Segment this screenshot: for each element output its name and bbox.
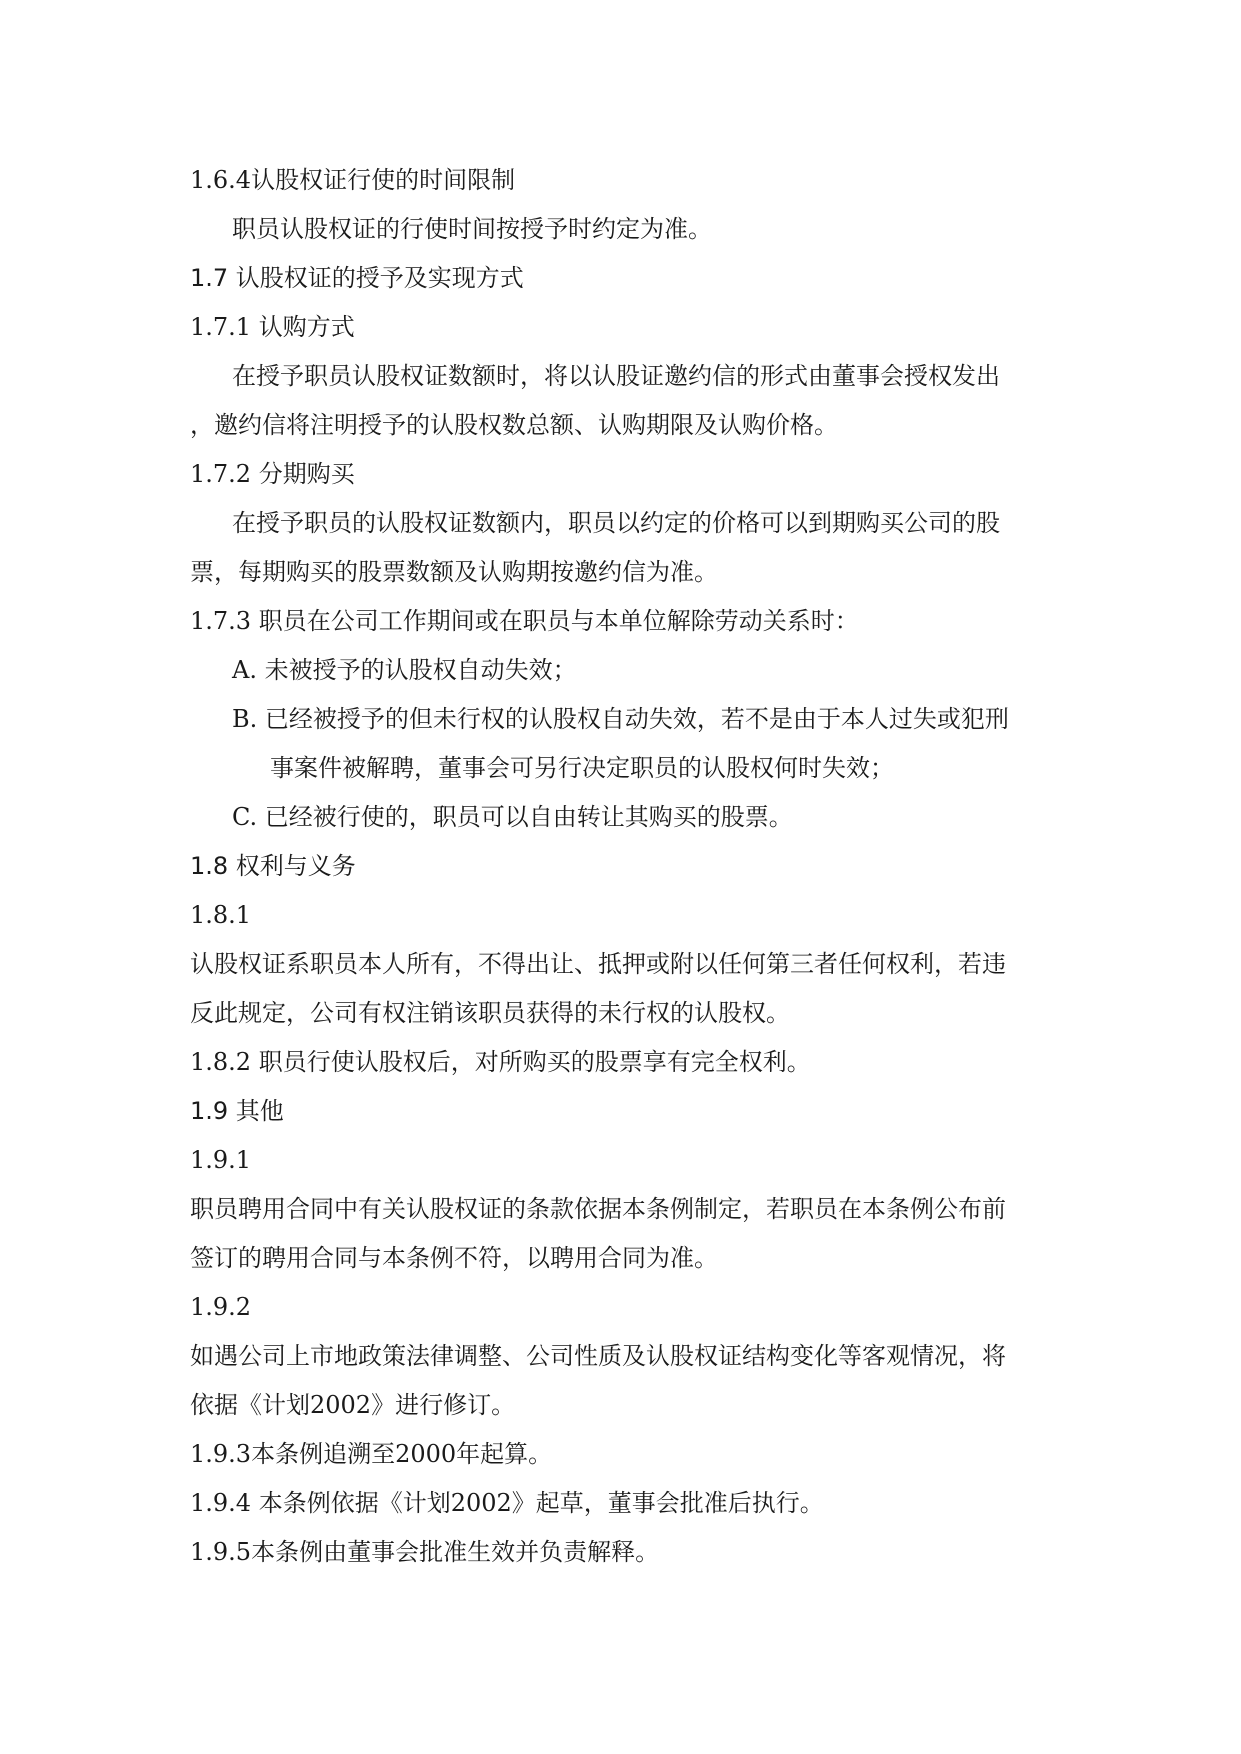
section-1-9-3: 1.9.3本条例追溯至2000年起算。 xyxy=(190,1440,553,1468)
section-1-8-1-body-line-2: 反此规定，公司有权注销该职员获得的未行权的认股权。 xyxy=(190,999,790,1027)
section-1-9-2-body-line-2: 依据《计划2002》进行修订。 xyxy=(190,1391,516,1419)
section-1-7-3-item-a: A. 未被授予的认股权自动失效； xyxy=(232,656,577,684)
section-1-7-1-body-line-2: ，邀约信将注明授予的认股权数总额、认购期限及认购价格。 xyxy=(190,411,838,439)
section-1-6-4-body: 职员认股权证的行使时间按授予时约定为准。 xyxy=(232,215,712,243)
section-1-7-1-title: 1.7.1 认购方式 xyxy=(190,313,355,341)
section-1-8-title: 1.8 权利与义务 xyxy=(190,852,356,880)
section-1-9-5: 1.9.5本条例由董事会批准生效并负责解释。 xyxy=(190,1538,660,1566)
section-1-9-2-title: 1.9.2 xyxy=(190,1293,252,1321)
section-1-8-2: 1.8.2 职员行使认股权后，对所购买的股票享有完全权利。 xyxy=(190,1048,811,1076)
section-1-9-title: 1.9 其他 xyxy=(190,1097,284,1125)
section-1-7-2-title: 1.7.2 分期购买 xyxy=(190,460,355,488)
document-body xyxy=(190,156,1060,1577)
section-1-7-3-title: 1.7.3 职员在公司工作期间或在职员与本单位解除劳动关系时： xyxy=(190,607,859,635)
section-1-7-2-body-line-2: 票，每期购买的股票数额及认购期按邀约信为准。 xyxy=(190,558,718,586)
section-1-7-3-item-c: C. 已经被行使的，职员可以自由转让其购买的股票。 xyxy=(232,803,793,831)
section-1-7-title: 1.7 认股权证的授予及实现方式 xyxy=(190,264,524,292)
section-1-7-1-body-line-1: 在授予职员认股权证数额时，将以认股证邀约信的形式由董事会授权发出 xyxy=(232,362,1000,390)
section-1-9-4: 1.9.4 本条例依据《计划2002》起草，董事会批准后执行。 xyxy=(190,1489,824,1517)
section-1-9-1-body-line-1: 职员聘用合同中有关认股权证的条款依据本条例制定，若职员在本条例公布前 xyxy=(190,1195,1006,1223)
section-1-7-3-item-b-line-1: B. 已经被授予的但未行权的认股权自动失效，若不是由于本人过失或犯刑 xyxy=(232,705,1009,733)
section-1-9-1-body-line-2: 签订的聘用合同与本条例不符，以聘用合同为准。 xyxy=(190,1244,718,1272)
section-1-9-1-title: 1.9.1 xyxy=(190,1146,252,1174)
section-1-7-3-item-b-line-2: 事案件被解聘，董事会可另行决定职员的认股权何时失效； xyxy=(270,754,894,782)
section-1-8-1-body-line-1: 认股权证系职员本人所有，不得出让、抵押或附以任何第三者任何权利，若违 xyxy=(190,950,1006,978)
section-1-8-1-title: 1.8.1 xyxy=(190,901,252,929)
section-1-6-4-title: 1.6.4认股权证行使的时间限制 xyxy=(190,166,516,194)
section-1-7-2-body-line-1: 在授予职员的认股权证数额内，职员以约定的价格可以到期购买公司的股 xyxy=(232,509,1000,537)
section-1-9-2-body-line-1: 如遇公司上市地政策法律调整、公司性质及认股权证结构变化等客观情况，将 xyxy=(190,1342,1006,1370)
